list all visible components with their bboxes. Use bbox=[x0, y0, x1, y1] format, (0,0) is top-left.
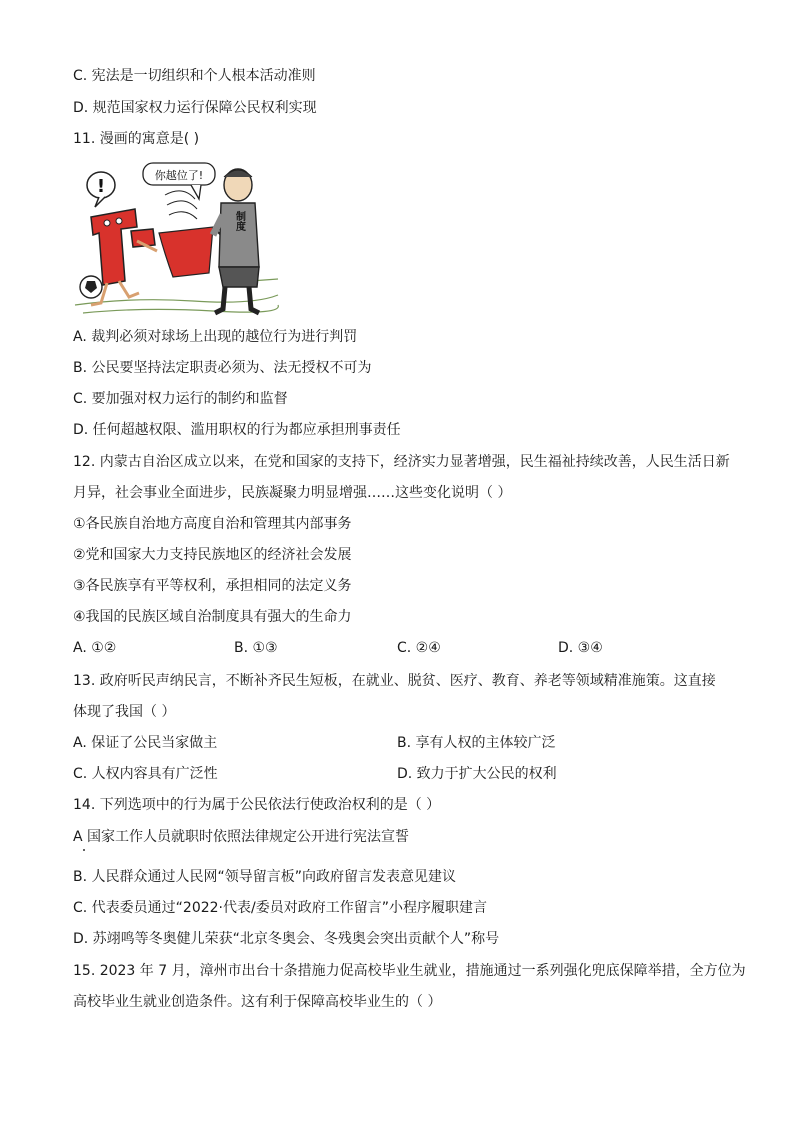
referee-jersey-text: 制度 bbox=[233, 211, 245, 231]
exclaim-mark: ! bbox=[96, 176, 106, 197]
q13-option-c: C. 人权内容具有广泛性 bbox=[73, 766, 218, 782]
q14-option-a: A 国家工作人员就职时依照法律规定公开进行宪法宣誓 bbox=[73, 829, 410, 845]
q14-option-c: C. 代表委员通过“2022·代表/委员对政府工作留言”小程序履职建言 bbox=[73, 900, 487, 916]
q11-option-b: B. 公民要坚持法定职责必须为、法无授权不可为 bbox=[73, 360, 372, 376]
speech-text: 你越位了! bbox=[154, 169, 204, 182]
q12-option-c: C. ②④ bbox=[397, 640, 441, 656]
q11-option-d: D. 任何超越权限、滥用职权的行为都应承担刑事责任 bbox=[73, 422, 401, 438]
soccer-ball-icon bbox=[80, 276, 102, 298]
q15-stem-line2: 高校毕业生就业创造条件。这有利于保障高校毕业生的（ ） bbox=[73, 994, 442, 1010]
stray-dot bbox=[83, 849, 85, 851]
q14-option-b: B. 人民群众通过人民网“领导留言板”向政府留言发表意见建议 bbox=[73, 869, 457, 885]
q13-option-a: A. 保证了公民当家做主 bbox=[73, 735, 218, 751]
line-q10-d: D. 规范国家权力运行保障公民权利实现 bbox=[73, 100, 317, 116]
q12-option-b: B. ①③ bbox=[234, 640, 278, 656]
cartoon-offside-image bbox=[73, 155, 280, 320]
q15-stem-line1: 15. 2023 年 7 月，漳州市出台十条措施力促高校毕业生就业，措施通过一系列强化兜底保障举措，全方位为 bbox=[73, 963, 746, 979]
q12-statement-2: ②党和国家大力支持民族地区的经济社会发展 bbox=[73, 547, 352, 563]
q13-stem-line2: 体现了我国（ ） bbox=[73, 704, 176, 720]
q13-option-b: B. 享有人权的主体较广泛 bbox=[397, 735, 556, 751]
q12-option-d: D. ③④ bbox=[558, 640, 603, 656]
q14-option-d: D. 苏翊鸣等冬奥健儿荣获“北京冬奥会、冬残奥会突出贡献个人”称号 bbox=[73, 931, 500, 947]
q12-statement-4: ④我国的民族区域自治制度具有强大的生命力 bbox=[73, 609, 352, 625]
q12-stem-line1: 12. 内蒙古自治区成立以来，在党和国家的支持下，经济实力显著增强，民生福祉持续改善，人民生活日新 bbox=[73, 454, 730, 470]
referee-figure bbox=[213, 169, 259, 313]
q12-statement-1: ①各民族自治地方高度自治和管理其内部事务 bbox=[73, 516, 352, 532]
q13-stem-line1: 13. 政府听民声纳民言，不断补齐民生短板，在就业、脱贫、医疗、教育、养老等领域精准施策。这直接 bbox=[73, 673, 716, 689]
q13-option-d: D. 致力于扩大公民的权利 bbox=[397, 766, 557, 782]
line-q10-c: C. 宪法是一切组织和个人根本活动准则 bbox=[73, 68, 316, 84]
q12-stem-line2: 月异，社会事业全面进步，民族凝聚力明显增强……这些变化说明（ ） bbox=[73, 485, 512, 501]
q11-option-a: A. 裁判必须对球场上出现的越位行为进行判罚 bbox=[73, 329, 358, 345]
q11-stem: 11. 漫画的寓意是( ) bbox=[73, 131, 200, 147]
q11-option-c: C. 要加强对权力运行的制约和监督 bbox=[73, 391, 288, 407]
q12-statement-3: ③各民族享有平等权利，承担相同的法定义务 bbox=[73, 578, 352, 594]
q12-option-a: A. ①② bbox=[73, 640, 117, 656]
q14-stem: 14. 下列选项中的行为属于公民依法行使政治权利的是（ ） bbox=[73, 797, 441, 813]
